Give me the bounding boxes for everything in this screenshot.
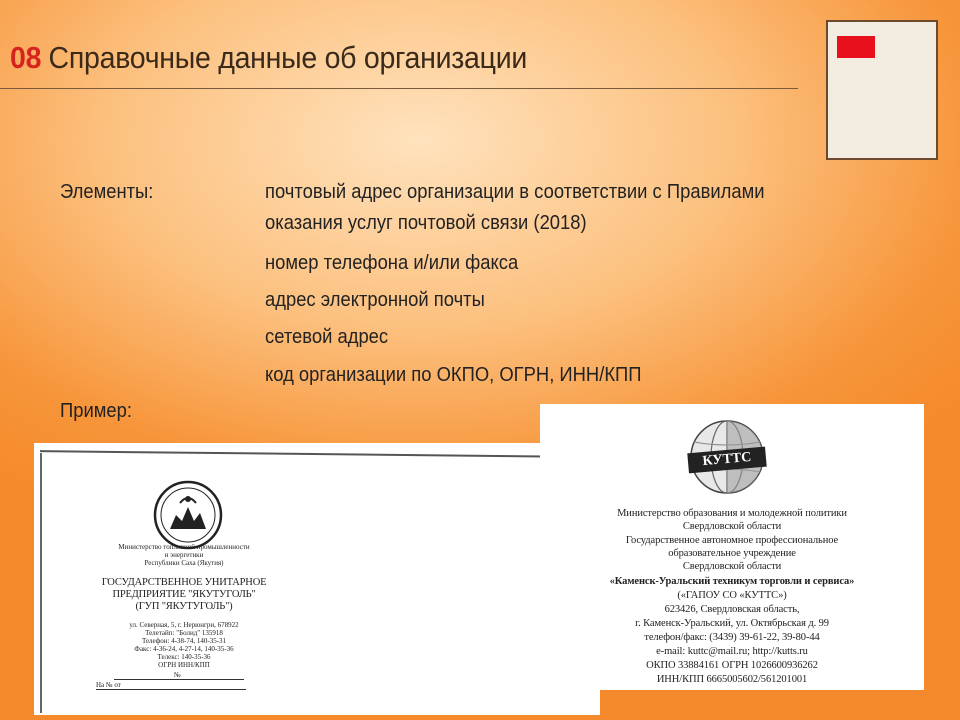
letterhead-line: ОКПО 33884161 ОГРН 1026600936262 — [646, 660, 818, 671]
element-item: номер телефона и/или факса — [265, 252, 519, 274]
letterhead-line: Министерство образования и молодежной политики — [617, 508, 847, 519]
letterhead-line: Свердловской области — [682, 521, 782, 532]
element-item: почтовый адрес организации в соответствии с Правилами — [265, 181, 765, 203]
red-flag-icon — [837, 36, 875, 58]
emblem-icon — [152, 479, 224, 551]
letterhead-line: образовательное учреждение — [668, 548, 796, 559]
scan-edge — [40, 453, 42, 713]
contact-line: Телефон: 4-38-74, 140-35-31 — [141, 637, 227, 645]
letterhead-line: e-mail: kuttc@mail.ru; http://kutts.ru — [656, 646, 808, 657]
codes-line: ОГРН ИНН/КПП — [158, 661, 210, 669]
org-name-line: (ГУП "ЯКУТУГОЛЬ") — [135, 601, 233, 612]
ministry-line: Министерство топливной промышленности — [118, 543, 250, 551]
scan-edge — [40, 450, 580, 458]
slide-title — [10, 40, 527, 76]
ministry-line: и энергетики — [164, 551, 204, 559]
elements-label: Элементы: — [60, 181, 154, 203]
element-item: код организации по ОКПО, ОГРН, ИНН/КПП — [265, 364, 642, 386]
element-item: адрес электронной почты — [265, 289, 485, 311]
letterhead-line: телефон/факс: (3439) 39-61-22, 39-80-44 — [644, 632, 820, 643]
letterhead-line: 623426, Свердловская область, — [664, 604, 800, 615]
contact-line: Факс: 4-36-24, 4-27-14, 140-35-36 — [134, 645, 234, 653]
org-name-line: ГОСУДАРСТВЕННОЕ УНИТАРНОЕ — [101, 577, 267, 588]
letterhead-kuttc — [540, 404, 924, 690]
contact-line: Телекс: 140-35-36 — [157, 653, 211, 661]
element-item: сетевой адрес — [265, 326, 389, 348]
letterhead-line: Свердловской области — [682, 561, 782, 572]
slide-number: 08 — [10, 40, 42, 75]
letterhead-line: ИНН/КПП 6665005602/561201001 — [656, 674, 808, 685]
letterhead-line: Государственное автономное профессиональное — [625, 535, 839, 546]
example-label: Пример: — [60, 400, 132, 422]
kuttc-logo-text: КУТТС — [687, 447, 766, 474]
contact-line: Телетайп: "Болид" 135918 — [145, 629, 223, 637]
element-item: оказания услуг почтовой связи (2018) — [265, 212, 587, 234]
letterhead-line: «Каменск-Уральский техникум торговли и сервиса» — [609, 576, 855, 587]
contact-line: ул. Северная, 5, г. Нерюнгри, 678922 — [129, 621, 239, 629]
slide-logo-frame — [826, 20, 938, 160]
letterhead-yakutugol — [34, 443, 600, 715]
letterhead-line: («ГАПОУ СО «КУТТС») — [677, 590, 787, 601]
letterhead-line: г. Каменск-Уральский, ул. Октябрьская д. 99 — [635, 618, 829, 629]
title-divider — [0, 88, 798, 89]
org-name-line: ПРЕДПРИЯТИЕ "ЯКУТУГОЛЬ" — [112, 589, 256, 600]
reg-date-field: На № от — [96, 681, 246, 690]
slide-title-text: Справочные данные об организации — [48, 40, 528, 75]
reg-number-field: № — [114, 671, 244, 680]
ministry-line: Республики Саха (Якутия) — [144, 559, 224, 567]
